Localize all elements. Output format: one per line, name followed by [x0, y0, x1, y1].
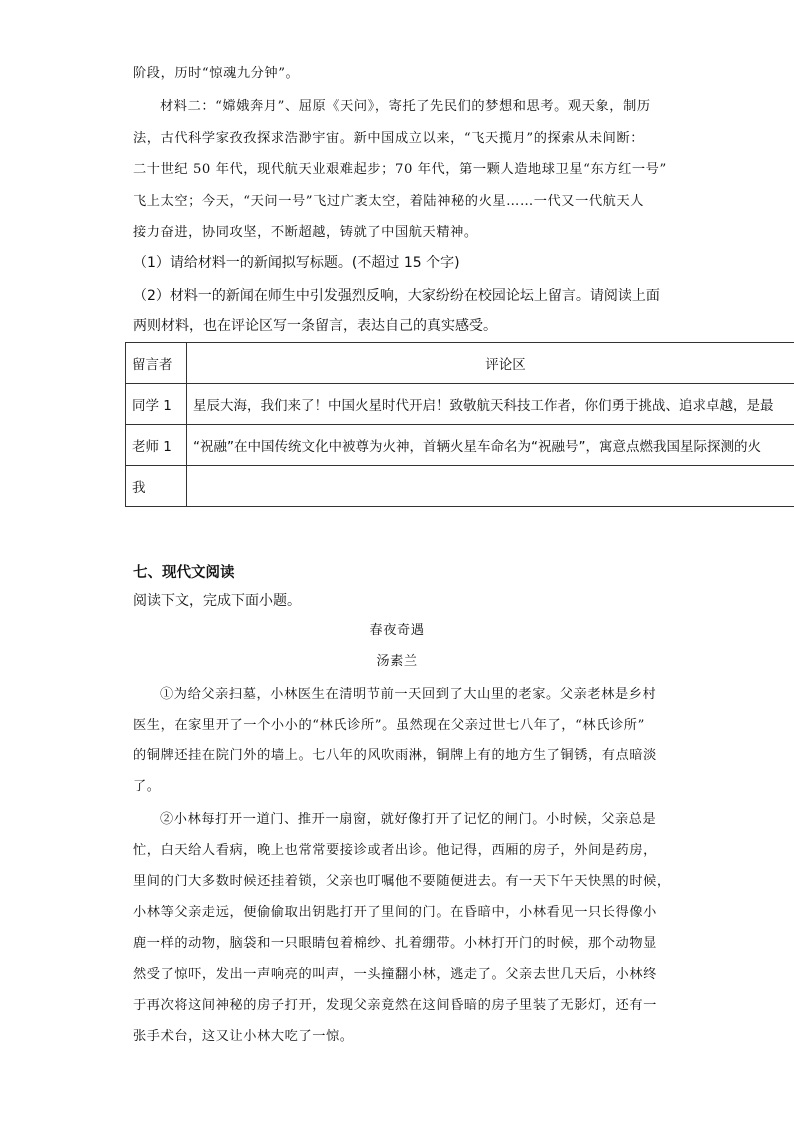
paragraph-line: 于再次将这间神秘的房子打开，发现父亲竟然在这间昏暗的房子里装了无影灯，还有一 [133, 998, 657, 1013]
paragraph-line: 的铜牌还挂在院门外的墙上。七八年的风吹雨淋，铜牌上有的地方生了铜锈，有点暗淡 [133, 748, 657, 763]
row-comment: 星辰大海，我们来了！中国火星时代开启！致敬航天科技工作者，你们勇于挑战、追求卓越，是最 [187, 384, 794, 425]
paragraph-line: 鹿一样的动物，脑袋和一只眼睛包着棉纱、扎着绷带。小林打开门的时候，那个动物显 [133, 936, 657, 951]
question-2-line: （2）材料一的新闻在师生中引发强烈反响，大家纷纷在校园论坛上留言。请阅读上面 [133, 288, 660, 304]
row-author: 我 [126, 466, 187, 507]
header-comment: 评论区 [187, 343, 794, 384]
paragraph-line: 然受了惊吓，发出一声响亮的叫声，一头撞翻小林，逃走了。父亲去世几天后，小林终 [133, 967, 657, 982]
paragraph-line: 二十世纪 50 年代，现代航天业艰难起步；70 年代，第一颗人造地球卫星“东方红一号” [133, 162, 667, 177]
paragraph-line: 忙，白天给人看病，晚上也常常要接诊或者出诊。他记得，西厢的房子，外间是药房， [133, 843, 657, 858]
question-1: （1）请给材料一的新闻拟写标题。(不超过 15 个字) [133, 255, 460, 271]
question-2-line: 两则材料，也在评论区写一条留言，表达自己的真实感受。 [133, 318, 497, 334]
paragraph-line: 飞上太空；今天，“天问一号”飞过广袤太空，着陆神秘的火星……一代又一代航天人 [133, 194, 645, 209]
row-author: 同学 1 [126, 384, 187, 425]
paragraph-line: 法，古代科学家孜孜探求浩渺宇宙。新中国成立以来，“飞天揽月”的探索从未间断： [133, 131, 645, 146]
section-heading: 七、现代文阅读 [133, 565, 235, 581]
table-header-row [126, 343, 794, 384]
article-author: 汤素兰 [376, 654, 418, 669]
table-row [126, 425, 794, 466]
paragraph-line: 阶段，历时“惊魂九分钟”。 [133, 66, 300, 81]
paragraph-line: 里间的门大多数时候还挂着锁，父亲也叮嘱他不要随便进去。有一天下午天快黑的时候， [133, 874, 671, 889]
table-row [126, 466, 794, 507]
paragraph-line: 了。 [133, 779, 161, 794]
section-instruction: 阅读下文，完成下面小题。 [133, 593, 301, 609]
paragraph-line: 小林等父亲走远，便偷偷取出钥匙打开了里间的门。在昏暗中，小林看见一只长得像小 [133, 905, 657, 920]
paragraph-line: 接力奋进，协同攻坚，不断超越，铸就了中国航天精神。 [133, 225, 478, 240]
paragraph-line: 张手术台，这又让小林大吃了一惊。 [133, 1029, 354, 1044]
table-row [126, 384, 794, 425]
article-title: 春夜奇遇 [369, 623, 425, 638]
comment-table [125, 342, 794, 507]
paragraph-line: 材料二：“嫦娥奔月”、屈原《天问》，寄托了先民们的梦想和思考。观天象，制历 [160, 99, 651, 114]
paragraph-line: ①为给父亲扫墓，小林医生在清明节前一天回到了大山里的老家。父亲老林是乡村 [160, 687, 657, 702]
row-author: 老师 1 [126, 425, 187, 466]
row-comment: “祝融”在中国传统文化中被尊为火神，首辆火星车命名为“祝融号”，寓意点燃我国星际探测的火 [187, 425, 794, 466]
paragraph-line: 医生，在家里开了一个小小的“林氏诊所”。虽然现在父亲过世七八年了，“林氏诊所” [133, 718, 645, 733]
header-author: 留言者 [126, 343, 187, 384]
paragraph-line: ②小林每打开一道门、推开一扇窗，就好像打开了记忆的闸门。小时候，父亲总是 [160, 812, 657, 827]
my-comment-cell[interactable] [187, 466, 794, 507]
